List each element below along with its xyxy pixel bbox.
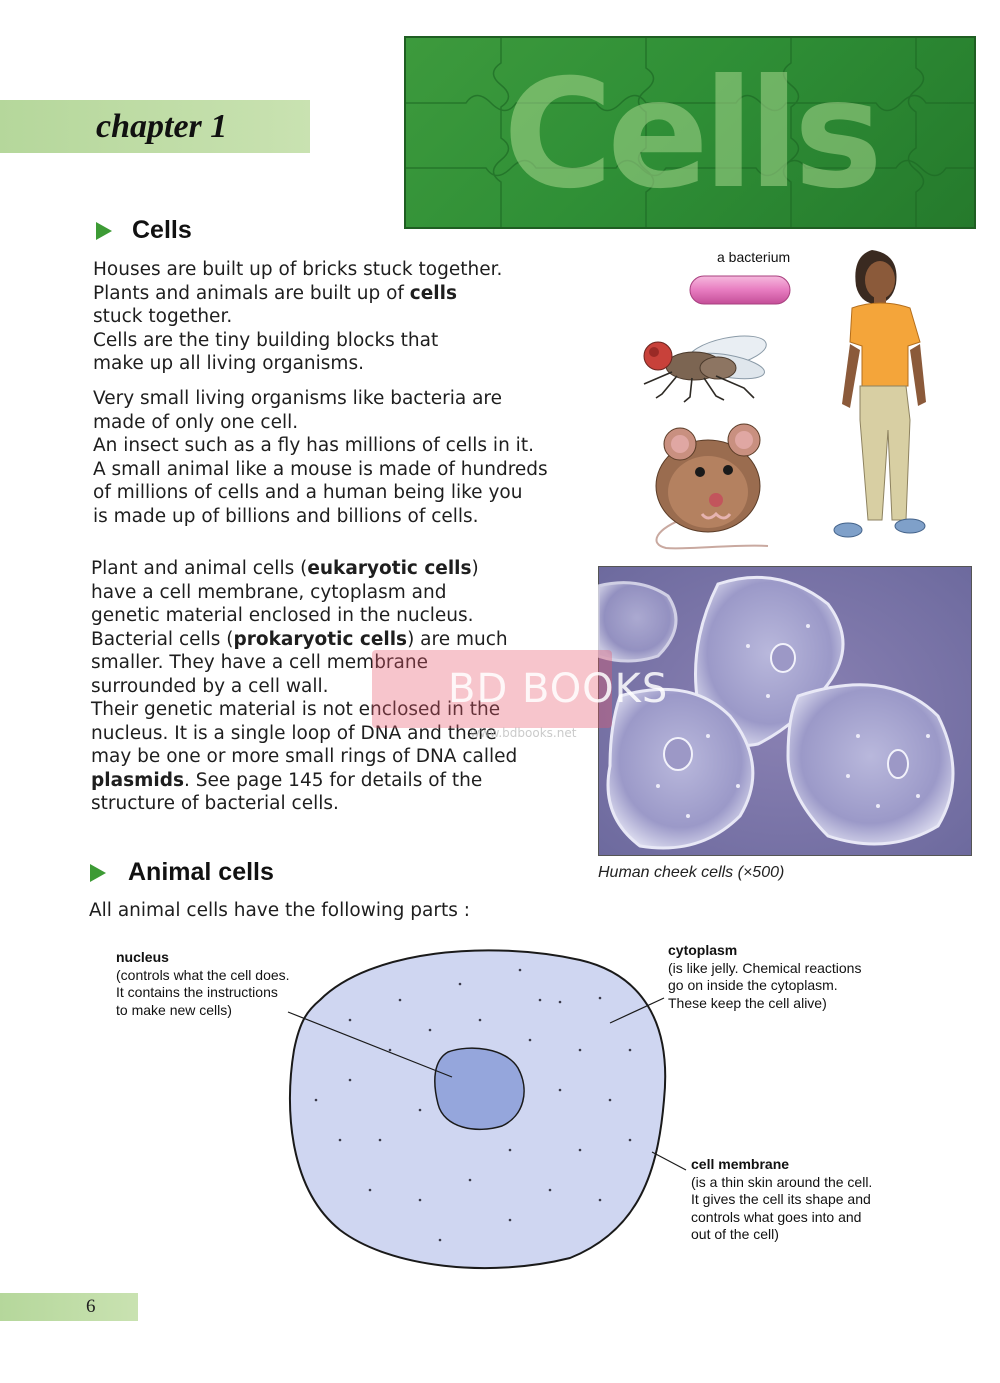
text-run: made of only one cell.: [93, 411, 299, 433]
text-run: have a cell membrane, cytoplasm and: [91, 581, 447, 603]
text-run: . See page 145 for details of the: [183, 769, 483, 791]
text-run: genetic material enclosed in the nucleus.: [91, 605, 474, 626]
cytoplasm-label-desc: These keep the cell alive): [668, 994, 827, 1011]
text-run: ): [471, 558, 479, 579]
text-run: Plants and animals are built up of: [93, 282, 410, 304]
bacterium-label: a bacterium: [717, 249, 791, 265]
text-run: An insect such as a fly has millions of cells in it.: [93, 435, 534, 456]
text-run: of millions of cells and a human being like you: [93, 482, 523, 503]
text-run: Very small living organisms like bacteria are: [93, 388, 502, 409]
cytoplasm-label-title: cytoplasm: [668, 942, 738, 958]
animal-cells-intro: All animal cells have the following parts :: [89, 900, 471, 921]
text-run: Houses are built up of bricks stuck together.: [93, 259, 503, 280]
text-run: is made up of billions and billions of cells.: [93, 505, 479, 527]
cell-membrane-label-desc: out of the cell): [691, 1226, 779, 1242]
text-run: ) are much: [407, 628, 508, 650]
nucleus-label-desc: It contains the instructions: [116, 984, 278, 1000]
text-run: Cells are the tiny building blocks that: [93, 329, 439, 351]
bold-term: plasmids: [91, 769, 184, 791]
text-run: may be one or more small rings of DNA called: [91, 746, 518, 767]
text-run: nucleus. It is a single loop of DNA and there: [91, 722, 497, 744]
micrograph-caption: Human cheek cells (×500): [598, 864, 785, 881]
section-heading-animal-cells: Animal cells: [128, 858, 274, 886]
text-run: surrounded by a cell wall.: [91, 675, 329, 697]
text-run: A small animal like a mouse is made of hundreds: [93, 458, 548, 480]
bold-term: cells: [409, 282, 457, 304]
cytoplasm-label-desc: go on inside the cytoplasm.: [668, 977, 838, 993]
nucleus-label: [116, 949, 346, 1019]
cell-membrane-label: [691, 1156, 951, 1244]
cell-membrane-label-title: cell membrane: [691, 1156, 790, 1172]
section-heading-cells: Cells: [132, 216, 192, 244]
page-number: 6: [86, 1296, 96, 1317]
text-run: smaller. They have a cell membrane: [91, 652, 428, 673]
nucleus-label-desc: to make new cells): [116, 1001, 232, 1018]
nucleus-label-title: nucleus: [116, 949, 169, 965]
watermark-url: www.bdbooks.net: [470, 726, 577, 740]
cell-membrane-label-desc: controls what goes into and: [691, 1208, 862, 1225]
banner-title: Cells: [503, 48, 877, 222]
watermark-text: BD BOOKS: [448, 666, 669, 712]
bold-term: eukaryotic cells: [307, 558, 472, 579]
cell-membrane-label-desc: (is a thin skin around the cell.: [691, 1173, 873, 1190]
page-number-band: [0, 1293, 138, 1321]
text-run: structure of bacterial cells.: [91, 793, 339, 814]
text-run: stuck together.: [93, 306, 233, 327]
text-run: Their genetic material is not enclosed in the: [91, 699, 501, 720]
text-run: Bacterial cells (: [91, 628, 234, 650]
cytoplasm-label: [668, 942, 938, 1012]
cytoplasm-label-desc: (is like jelly. Chemical reactions: [668, 959, 862, 976]
text-run: make up all living organisms.: [93, 353, 364, 374]
nucleus-label-desc: (controls what the cell does.: [116, 966, 290, 983]
bold-term: prokaryotic cells: [233, 628, 408, 650]
cell-membrane-label-desc: It gives the cell its shape and: [691, 1191, 871, 1207]
chapter-label: chapter 1: [96, 108, 228, 145]
text-run: Plant and animal cells (: [91, 558, 308, 579]
